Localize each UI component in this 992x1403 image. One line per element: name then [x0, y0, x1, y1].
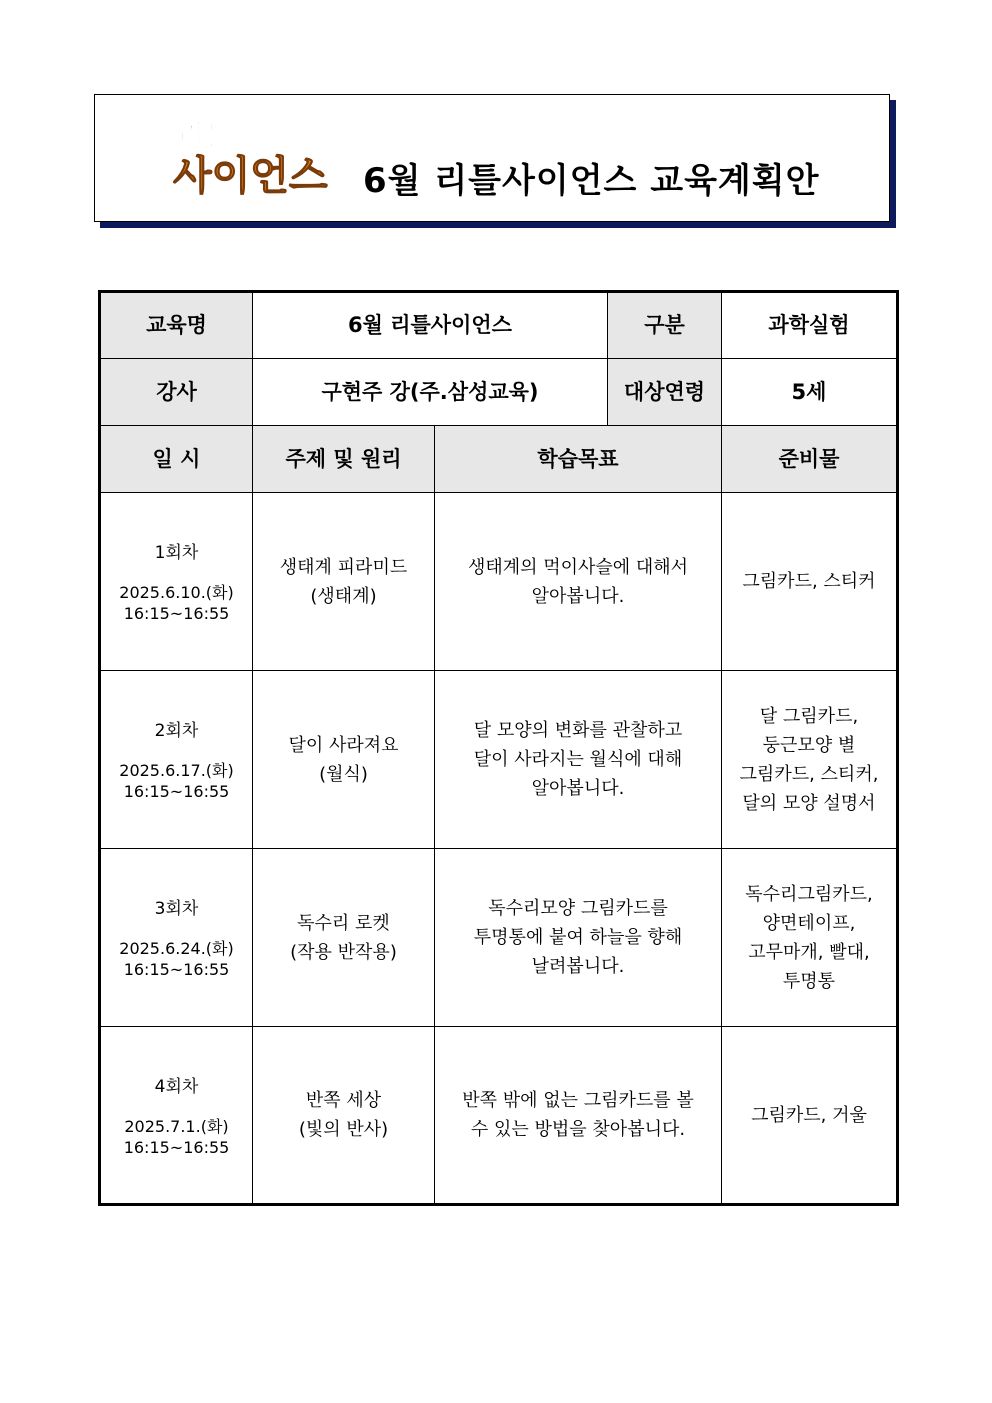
- goal-line: 투명통에 붙여 하늘을 향해: [473, 927, 683, 948]
- session-row: [100, 493, 898, 671]
- session-topic: [253, 493, 435, 671]
- session-time: 16:15~16:55: [123, 604, 230, 623]
- materials-line: 그림카드, 거울: [751, 1104, 867, 1126]
- session-date: 2025.6.17.(화): [119, 761, 234, 780]
- svg-text:사이언스: 사이언스: [173, 153, 328, 199]
- course-row: [100, 292, 898, 359]
- instructor-label: 강사: [100, 359, 253, 426]
- session-date: 2025.7.1.(화): [124, 1116, 229, 1136]
- session-row: [100, 849, 898, 1027]
- instructor-value: 구현주 강(주.삼성교육): [253, 359, 608, 426]
- category-value: 과학실험: [722, 292, 898, 359]
- session-materials: [722, 849, 898, 1027]
- age-value: 5세: [722, 359, 898, 426]
- age-label: 대상연령: [608, 359, 722, 426]
- materials-line: 그림카드, 스티커,: [739, 763, 879, 785]
- col-header-materials: 준비물: [722, 426, 898, 493]
- course-value: 6월 리틀사이언스: [253, 292, 608, 359]
- col-header-topic: 주제 및 원리: [253, 426, 435, 493]
- little-science-logo: [171, 115, 335, 199]
- session-materials: [722, 493, 898, 671]
- goal-line: 달 모양의 변화를 관찰하고: [473, 720, 683, 741]
- session-time: 16:15~16:55: [123, 960, 230, 979]
- topic-line: 독수리 로켓: [297, 912, 390, 934]
- session-materials: [722, 671, 898, 849]
- materials-line: 그림카드, 스티커: [742, 571, 876, 592]
- col-header-goal: 학습목표: [435, 426, 722, 493]
- session-goal: [435, 493, 722, 671]
- session-row: [100, 1027, 898, 1205]
- topic-line: 반쪽 세상: [305, 1090, 382, 1111]
- topic-line: 생태계 피라미드: [279, 556, 408, 578]
- materials-line: 투명통: [782, 970, 836, 992]
- goal-line: 알아봅니다.: [531, 778, 625, 799]
- materials-line: 고무마개, 빨대,: [748, 941, 870, 963]
- session-date: 2025.6.24.(화): [119, 939, 234, 958]
- session-goal: [435, 849, 722, 1027]
- session-number: 3회차: [154, 899, 199, 919]
- instructor-row: [100, 359, 898, 426]
- topic-line: 달이 사라져요: [288, 734, 399, 756]
- goal-line: 반쪽 밖에 없는 그림카드를 볼: [462, 1090, 694, 1111]
- topic-line: (빛의 반사): [298, 1119, 389, 1140]
- session-row: [100, 671, 898, 849]
- col-header-date: 일 시: [100, 426, 253, 493]
- materials-line: 달의 모양 설명서: [742, 792, 876, 814]
- goal-line: 날려봅니다.: [531, 956, 625, 977]
- course-label: 교육명: [100, 292, 253, 359]
- session-number: 1회차: [154, 543, 199, 563]
- materials-line: 달 그림카드,: [759, 705, 859, 727]
- svg-text:리틀: 리틀: [177, 119, 232, 152]
- education-plan-table: [98, 290, 899, 1206]
- session-time: 16:15~16:55: [123, 1137, 230, 1157]
- session-number: 2회차: [154, 721, 199, 741]
- session-topic: [253, 849, 435, 1027]
- topic-line: (월식): [319, 763, 368, 785]
- session-date-cell: [100, 1027, 253, 1205]
- document-title: 6월 리틀사이언스 교육계획안: [363, 161, 820, 201]
- goal-line: 독수리모양 그림카드를: [488, 898, 668, 919]
- materials-line: 독수리그림카드,: [745, 883, 873, 905]
- session-topic: [253, 671, 435, 849]
- goal-line: 수 있는 방법을 찾아봅니다.: [470, 1119, 686, 1140]
- session-topic: [253, 1027, 435, 1205]
- session-date: 2025.6.10.(화): [119, 583, 234, 602]
- topic-line: (작용 반작용): [290, 941, 397, 963]
- category-label: 구분: [608, 292, 722, 359]
- session-time: 16:15~16:55: [123, 782, 230, 801]
- session-date-cell: [100, 849, 253, 1027]
- materials-line: 양면테이프,: [762, 912, 856, 934]
- goal-line: 달이 사라지는 월식에 대해: [473, 749, 683, 770]
- title-box: [94, 94, 890, 222]
- session-number: 4회차: [154, 1076, 199, 1097]
- goal-line: 생태계의 먹이사슬에 대해서: [467, 556, 689, 578]
- topic-line: (생태계): [310, 585, 377, 607]
- goal-line: 알아봅니다.: [531, 585, 625, 607]
- session-materials: [722, 1027, 898, 1205]
- session-goal: [435, 671, 722, 849]
- session-date-cell: [100, 671, 253, 849]
- session-date-cell: [100, 493, 253, 671]
- session-goal: [435, 1027, 722, 1205]
- materials-line: 둥근모양 별: [762, 734, 856, 756]
- column-header-row: [100, 426, 898, 493]
